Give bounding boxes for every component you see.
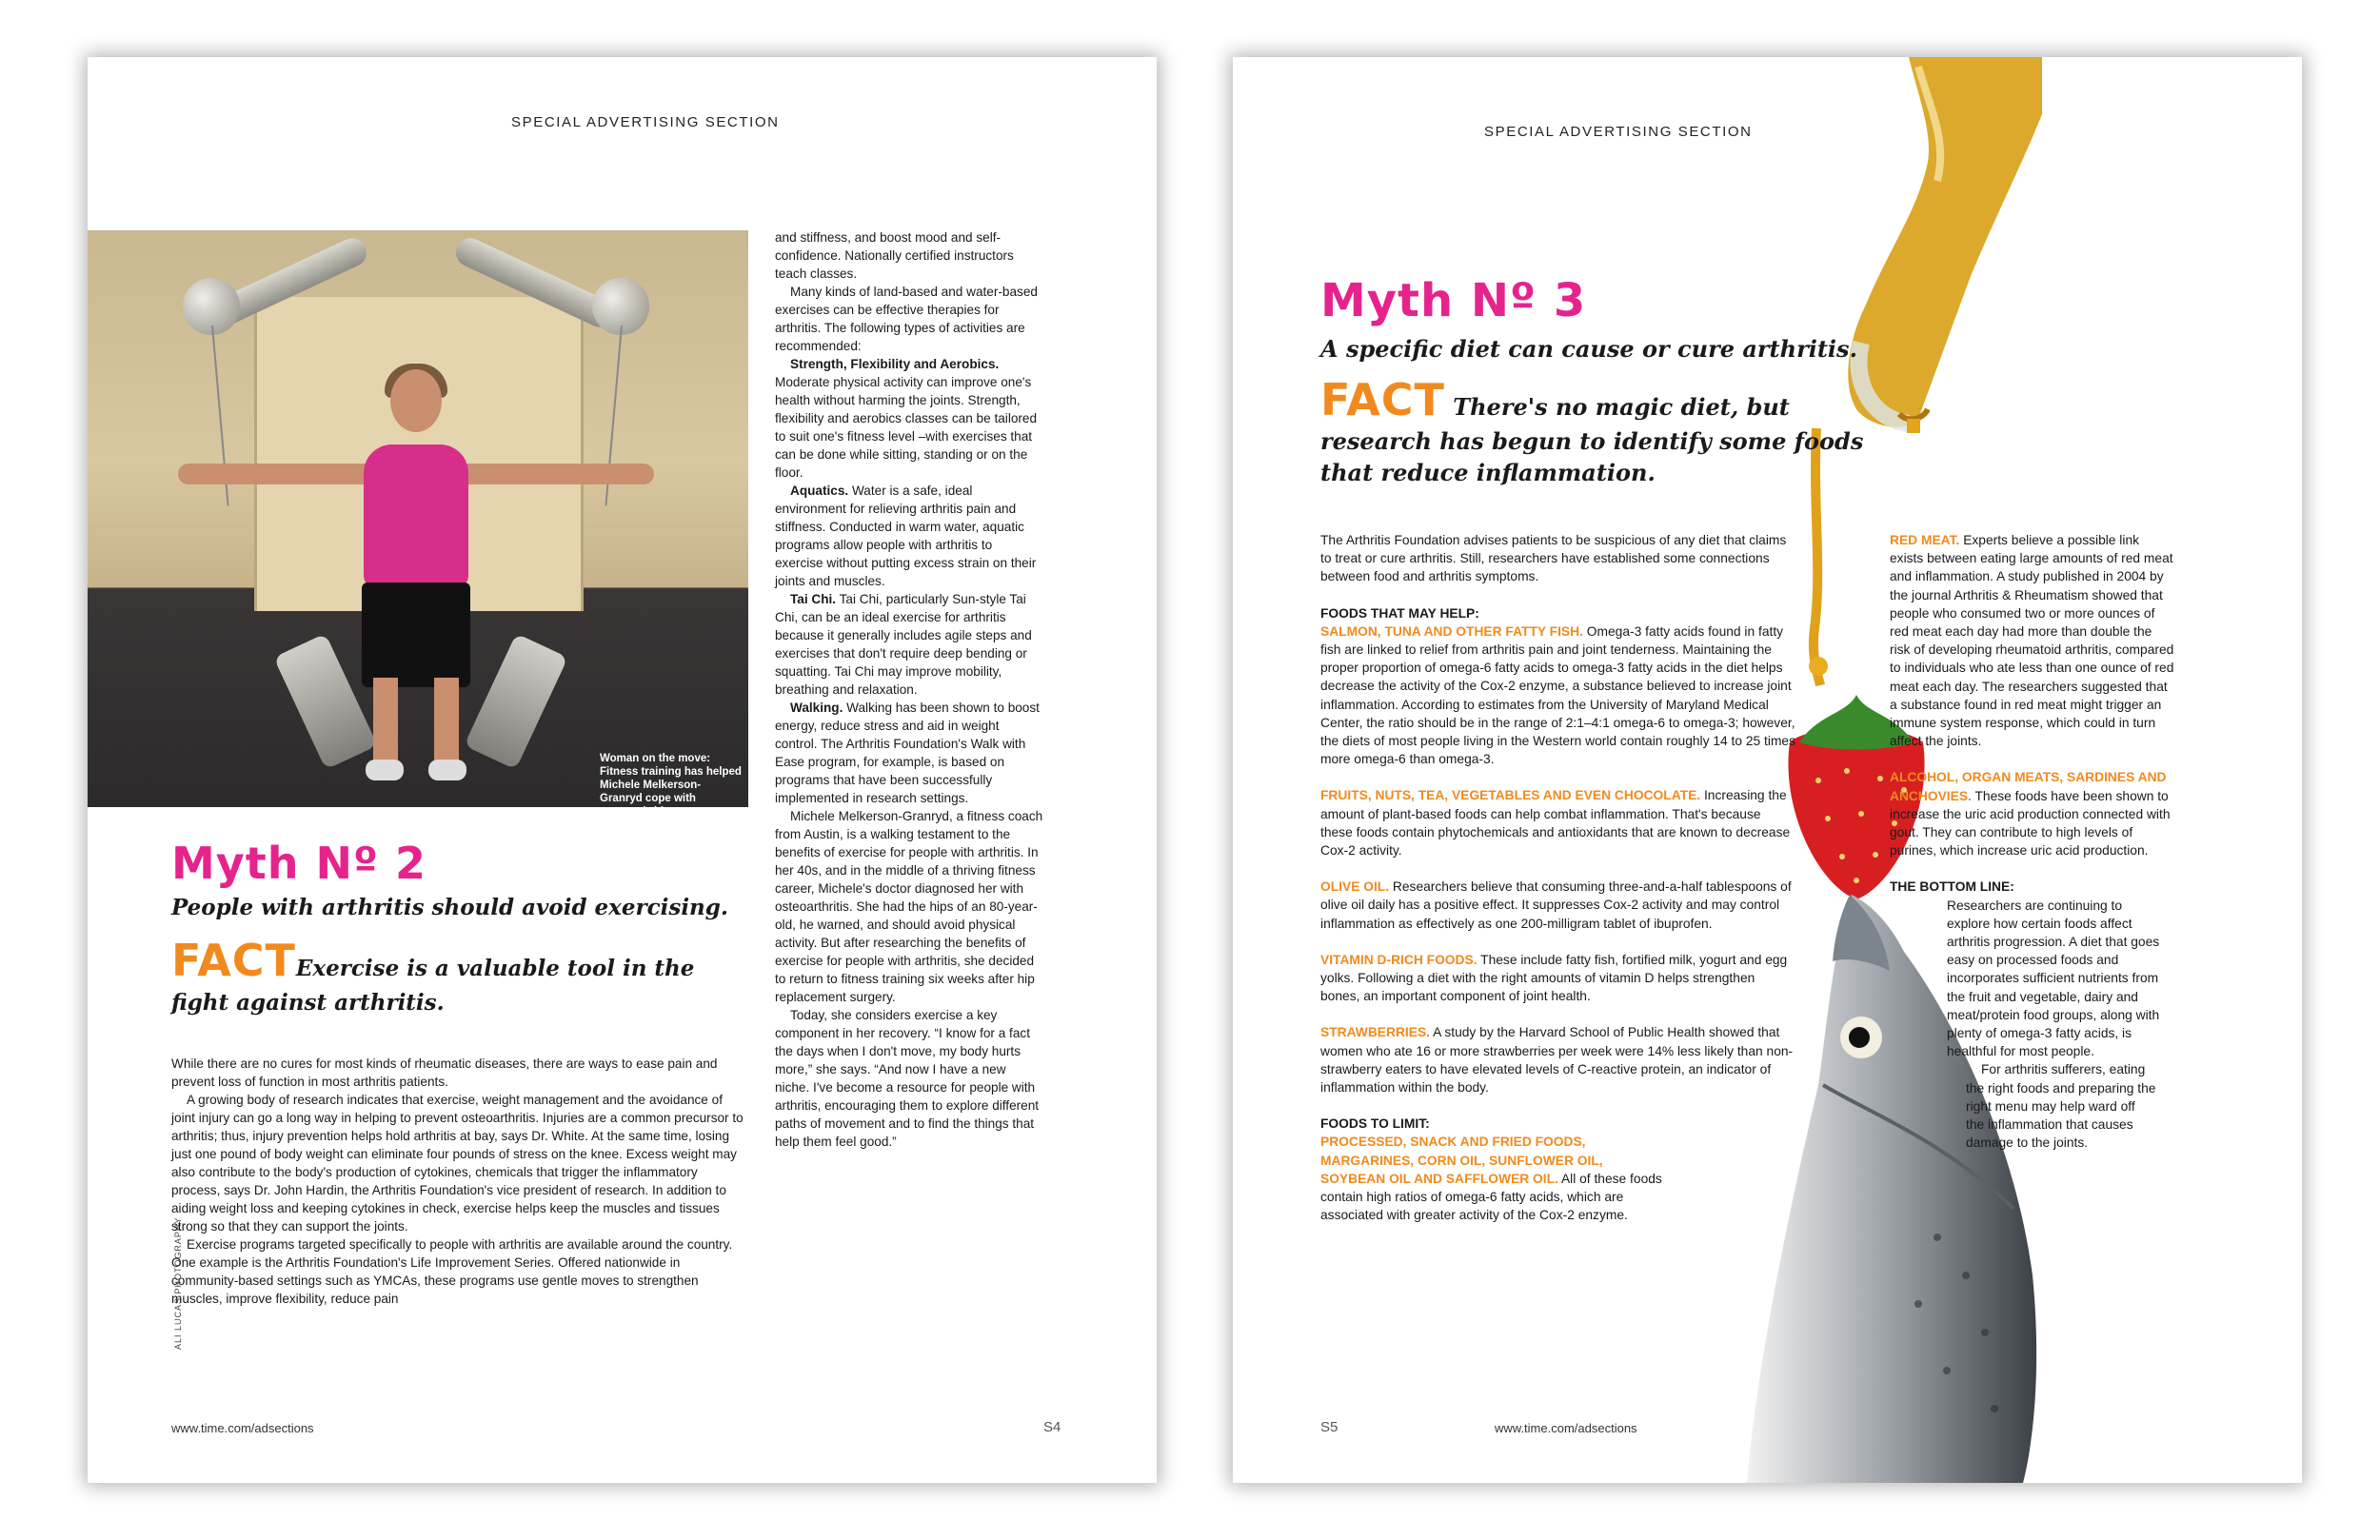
gym-footrest-right xyxy=(464,633,567,769)
highlight-head: ALCOHOL, ORGAN MEATS, SARDINES AND ANCHOVIES. xyxy=(1890,770,2167,803)
myth-statement: A specific diet can cause or cure arthritis. xyxy=(1320,335,1857,363)
fact-label: FACT xyxy=(171,935,296,986)
fact-text-3: that reduce inflammation. xyxy=(1320,459,1656,486)
fact-text-1: Exercise is a valuable tool in the xyxy=(295,956,695,981)
section-header: SPECIAL ADVERTISING SECTION xyxy=(511,114,780,130)
paragraph: While there are no cures for most kinds of rheumatic diseases, there are ways to ease pain and prevent loss of function in most arthritis patients. xyxy=(171,1056,718,1089)
paragraph: Aquatics. Water is a safe, ideal environment for relieving arthritis pain and stiffness. Conducted in warm water, aquatic programs allow people with arthritis to exercise without putting excess strain on their joints and muscles. xyxy=(775,484,1037,588)
subhead: THE BOTTOM LINE: xyxy=(1890,879,2014,895)
highlight-head: RED MEAT. xyxy=(1890,533,1960,547)
highlight-head: STRAWBERRIES. xyxy=(1320,1025,1430,1040)
paragraph: VITAMIN D-RICH FOODS. These include fatty fish, fortified milk, yogurt and egg yolks. Following a diet with the right amounts of vitamin D helps strengthen bones, an important component of joint health. xyxy=(1320,952,1788,1004)
myth-title: Myth Nº 2 xyxy=(171,838,426,889)
footer-url: www.time.com/adsections xyxy=(171,1421,314,1435)
myth-statement: People with arthritis should avoid exercising. xyxy=(171,895,728,920)
paragraph: For arthritis sufferers, eating the right foods and preparing the right menu may help ward off the inflammation that causes damage to the joints. xyxy=(1966,1062,2156,1151)
paragraph: Researchers are continuing to explore how certain foods affect arthritis progression. A diet that goes easy on processed foods and incorporates sufficient nutrients from the fruit and vegetable, dairy and meat/protein food groups, along with plenty of omega-3 fatty acids, is healthful for most people. xyxy=(1947,898,2160,1059)
oil-stream xyxy=(1799,428,1837,685)
paragraph: and stiffness, and boost mood and self-confidence. Nationally certified instructors teach classes. xyxy=(775,230,1014,281)
highlight-head: PROCESSED, SNACK AND FRIED FOODS, MARGARINES, CORN OIL, SUNFLOWER OIL, SOYBEAN OIL AND SAFFLOWER OIL. xyxy=(1320,1135,1603,1186)
woman-head xyxy=(390,369,442,432)
paragraph: Walking. Walking has been shown to boost energy, reduce stress and aid in weight control. The Arthritis Foundation's Walk with Ease program, for example, is based on programs that have been successfully implemented in research settings. xyxy=(775,701,1040,805)
paragraph: Strength, Flexibility and Aerobics. Moderate physical activity can improve one's health without harming the joints. Strength, flexibility and aerobics classes can be tailored to suit one's fitness level –with exercises that can be done while sitting, standing or on the floor. xyxy=(775,357,1038,480)
paragraph: SALMON, TUNA AND OTHER FATTY FISH. Omega-3 fatty acids found in fatty fish are linked to relief from arthritis pain and joint tenderness. Maintaining the proper proportion of omega-6 fatty acids to omega-3 fatty acids in the diet helps decrease the activity of the Cox-2 enzyme, a substance believed to increase joint inflammation. According to estimates from the University of Maryland Medical Center, the ratio should be in the range of 2:1–4:1 omega-6 to omega-3; however, the diets of most people living in the Western world contain roughly 14 to 25 times more omega-6 than omega-3. xyxy=(1320,623,1796,767)
footer-url: www.time.com/adsections xyxy=(1495,1421,1637,1435)
body-column-1 xyxy=(171,1055,746,1308)
woman-shoe-left xyxy=(366,760,404,780)
section-header: SPECIAL ADVERTISING SECTION xyxy=(1484,124,1753,140)
paragraph: RED MEAT. Experts believe a possible link exists between eating large amounts of red meat and inflammation. A study published in 2004 by the journal Arthritis & Rheumatism showed that people who consumed two or more ounces of red meat each day had more than double the risk of developing rheumatoid arthritis, compared to individuals who ate less than one ounce of red meat each day. The researchers suggested that a substance found in red meat might trigger an immune system response, which could in turn affect the joints. xyxy=(1890,533,2174,749)
subhead: Walking. xyxy=(790,701,843,715)
paragraph xyxy=(1320,604,1796,622)
subhead: Strength, Flexibility and Aerobics. xyxy=(790,357,1000,371)
fact-text-2: fight against arthritis. xyxy=(171,990,445,1016)
fact-text-1: There's no magic diet, but xyxy=(1453,393,1790,421)
paragraph xyxy=(1320,1115,1796,1133)
paragraph: Many kinds of land-based and water-based exercises can be effective therapies for arthritis. The following types of activities are recommended: xyxy=(775,285,1038,353)
fact-line-1 xyxy=(1320,374,1790,425)
paragraph: FRUITS, NUTS, TEA, VEGETABLES AND EVEN CHOCOLATE. Increasing the amount of plant-based foods can help combat inflammation. That's because these foods contain phytochemicals and antioxidants that are known to decrease Cox-2 activity. xyxy=(1320,788,1791,859)
right-main-column xyxy=(1320,531,1796,1225)
highlight-head: OLIVE OIL. xyxy=(1320,879,1390,895)
subhead: FOODS TO LIMIT: xyxy=(1320,1116,1430,1132)
paragraph: ALCOHOL, ORGAN MEATS, SARDINES AND ANCHOVIES. These foods have been shown to increase the uric acid production connected with gout. They can contribute to high levels of purines, which increase uric acid production. xyxy=(1890,770,2171,859)
right-page xyxy=(1233,57,2302,1483)
paragraph: Michele Melkerson-Granryd, a fitness coach from Austin, is a walking testament to the benefits of exercise for people with arthritis. In her 40s, and in the middle of a thriving fitness career, Michele's doctor diagnosed her with osteoarthritis. She had the hips of an 80-year-old, he warned, and should avoid physical activity. But after researching the benefits of exercise for people with arthritis, she decided to return to fitness training six weeks after hip replacement surgery. xyxy=(775,809,1043,1004)
fact-line-1 xyxy=(171,935,694,986)
paragraph: A growing body of research indicates that exercise, weight management and the avoidance of joint injury can go a long way in helping to prevent osteoarthritis. Injuries are a common precursor to arthritis; thus, injury prevention helps hold arthritis at bay, says Dr. White. At the same time, losing just one pound of body weight can eliminate four pounds of stress on the knee. Excess weight may also contribute to the body's production of cytokines, chemicals that trigger the inflammatory process, says Dr. John Hardin, the Arthritis Foundation's vice president of research. In addition to aiding weight loss and keeping cytokines in check, exercise helps keep the muscles and tissues strong so that they can support the joints. xyxy=(171,1093,744,1234)
page-number: S4 xyxy=(1043,1419,1061,1435)
woman-shoe-right xyxy=(428,760,466,780)
gym-photo xyxy=(88,230,748,818)
highlight-head: SALMON, TUNA AND OTHER FATTY FISH. xyxy=(1320,623,1583,639)
fact-label: FACT xyxy=(1320,374,1445,425)
paragraph: Exercise programs targeted specifically to people with arthritis are available around the country. One example is the Arthritis Foundation's Life Improvement Series. Offered nationwide in community-based settings such as YMCAs, these programs use gentle moves to strengthen muscles, improve flexibility, reduce pain xyxy=(171,1237,733,1306)
subhead: Tai Chi. xyxy=(790,592,837,606)
oil-bottle-image xyxy=(1766,57,2042,433)
paragraph: STRAWBERRIES. A study by the Harvard School of Public Health showed that women who ate 16 or more strawberries per week were 14% less likely than non-strawberry eaters to have elevated levels of C-reactive protein, an indicator of inflammation within the body. xyxy=(1320,1025,1794,1096)
paragraph: OLIVE OIL. Researchers believe that consuming three-and-a-half tablespoons of olive oil daily has a positive effect. It suppresses Cox-2 activity and may control inflammation as effectively as one 200-milligram tablet of ibuprofen. xyxy=(1320,879,1792,931)
photo-credit: ALI LUCAS PHOTOGRAPHY xyxy=(173,1216,183,1350)
woman-leg-left xyxy=(373,678,398,763)
subhead: FOODS THAT MAY HELP: xyxy=(1320,605,1479,621)
fact-text-2: research has begun to identify some foods xyxy=(1320,427,1864,455)
body-column-2 xyxy=(775,228,1043,1151)
photo-caption: Woman on the move: Fitness training has helped Michele Melkerson-Granryd cope with osteoarthritis. xyxy=(600,753,742,818)
intro-paragraph: The Arthritis Foundation advises patients to be suspicious of any diet that claims to treat or cure arthritis. Still, researchers have established some connections between food and arthritis symptoms. xyxy=(1320,533,1787,584)
right-side-column xyxy=(1890,531,2175,1153)
woman-pink-top xyxy=(364,444,468,587)
subhead: Aquatics. xyxy=(790,484,849,498)
myth-title: Myth Nº 3 xyxy=(1320,274,1587,327)
left-page xyxy=(88,57,1157,1483)
highlight-head: VITAMIN D-RICH FOODS. xyxy=(1320,952,1478,967)
paragraph xyxy=(1890,878,2175,896)
paragraph: PROCESSED, SNACK AND FRIED FOODS, MARGARINES, CORN OIL, SUNFLOWER OIL, SOYBEAN OIL AND SAFFLOWER OIL. All of these foods contain high ratios of omega-6 fatty acids, which are associated with greater activity of the Cox-2 enzyme. xyxy=(1320,1135,1662,1223)
highlight-head: FRUITS, NUTS, TEA, VEGETABLES AND EVEN CHOCOLATE. xyxy=(1320,788,1701,803)
paragraph: Today, she considers exercise a key component in her recovery. “I know for a fact the days when I don't move, my body hurts more,” she says. “And now I have a new niche. I've become a resource for people with arthritis, encouraging them to explore different paths of movement and to find the things that help them feel good.” xyxy=(775,1008,1040,1149)
woman-leg-right xyxy=(434,678,459,763)
woman-shorts xyxy=(362,582,470,687)
page-number: S5 xyxy=(1320,1419,1339,1435)
paragraph: Tai Chi. Tai Chi, particularly Sun-style Tai Chi, can be an ideal exercise for arthritis because it generally includes agile steps and exercises that don't require deep bending or squatting. Tai Chi may improve mobility, breathing and relaxation. xyxy=(775,592,1032,697)
